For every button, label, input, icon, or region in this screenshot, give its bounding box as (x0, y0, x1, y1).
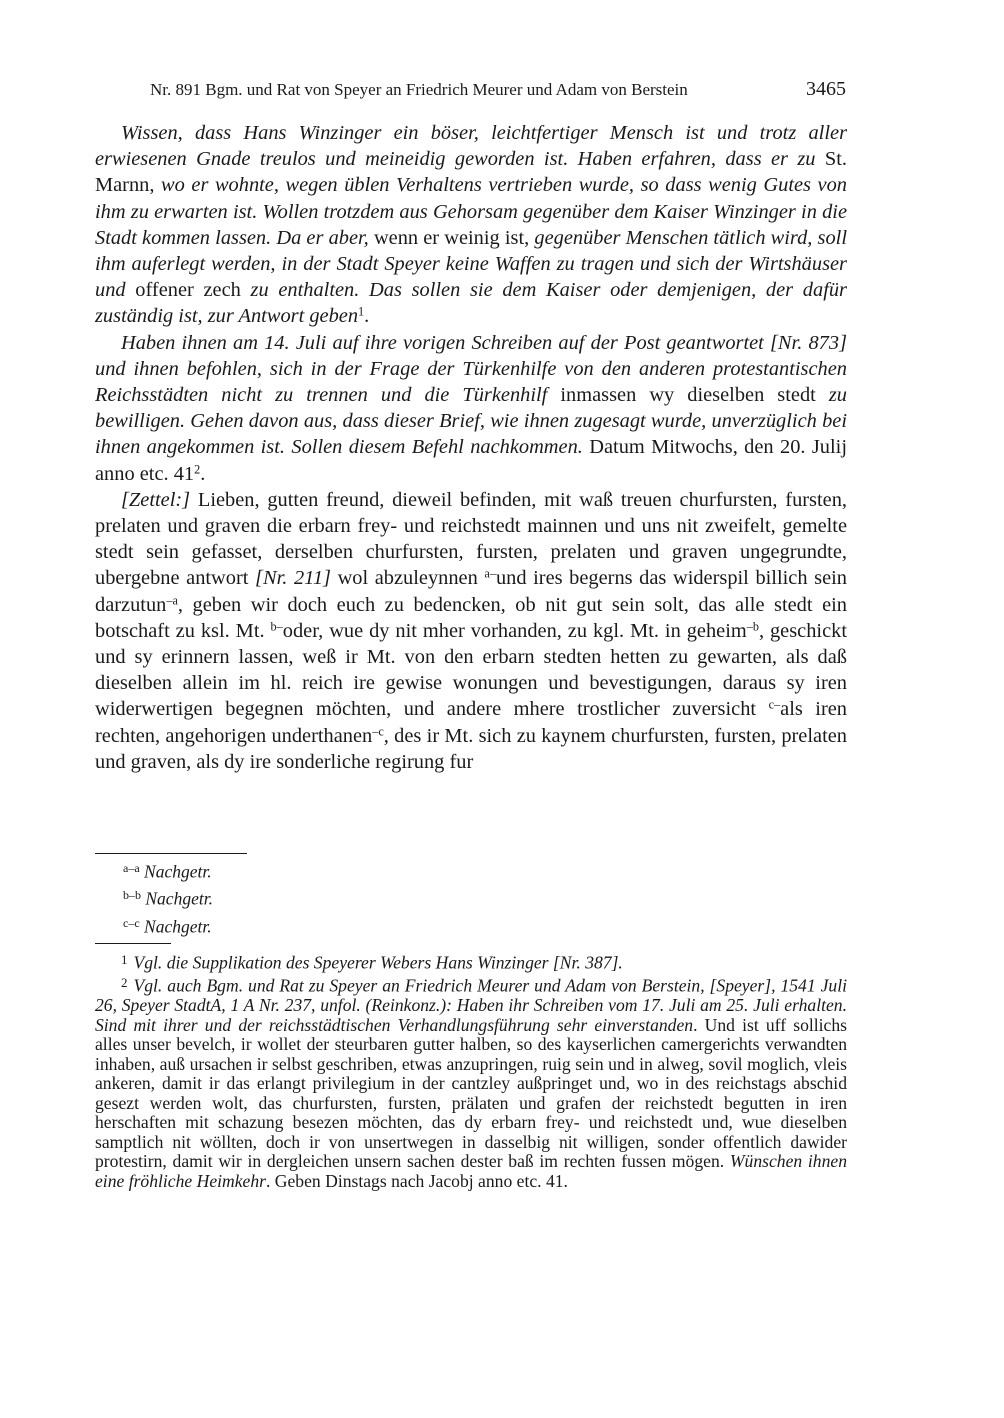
apparatus-note (95, 856, 847, 883)
footnote-ref-2[interactable]: 2 (194, 461, 201, 476)
paragraph-summary-1 (95, 120, 847, 330)
quoted-text: er weinig ist, (418, 226, 535, 249)
apparatus-mark-a-end[interactable]: –a (166, 592, 178, 607)
apparatus-note (95, 883, 847, 910)
source-text: Lieben, gutten freund, dieweil befinden, mit waß treuen churfursten, fursten, prelaten und graven die erbarn frey- und reichstedt mainnen und uns nit zweifelt, gemelte stedt sein gefasset, derselben churfursten, fursten, prelaten und graven ungegrundte, ubergebne antwort (95, 488, 847, 590)
apparatus-mark-c-start[interactable]: c– (768, 697, 781, 712)
apparatus-mark-b-start[interactable]: b– (270, 619, 283, 634)
footnotes (95, 950, 847, 1191)
summary-text: Haben ihnen am 14. Juli auf ihre vorigen Schreiben auf der Post geantwortet [Nr. 873] und ihnen befohlen, sich in der Frage der Türkenhilfe von den anderen protestantischen Reichsstädten nicht zu trennen und die Türkenhilf (95, 331, 847, 407)
apparatus-mark-b-end[interactable]: –b (746, 619, 759, 634)
footnote-summary: Wünschen ihnen eine fröhliche Heimkehr (95, 1151, 848, 1191)
summary-text: zu bewilligen. Gehen davon aus, dass dieser Brief, wie ihnen zugesagt wurde, unverzüglich bei ihnen angekommen ist. Sollen diesem Befehl nachkommen. (95, 384, 847, 459)
page-number: 3465 (806, 78, 846, 100)
summary-text: gegenüber Menschen tätlich wird, soll ihm auferlegt werden, in der Stadt Speyer keine Waffen zu tragen und sich der Wirtshäuser und (95, 226, 848, 302)
footnote-2 (95, 973, 847, 1191)
punctuation: . (364, 305, 370, 328)
footnote-number: 1 (121, 952, 128, 967)
apparatus-note-text: Nachgetr. (144, 916, 212, 937)
running-header (150, 80, 850, 100)
paragraph-summary-2 (95, 330, 847, 487)
apparatus-mark-a-start[interactable]: a– (484, 566, 496, 581)
paragraph-zettel (95, 487, 847, 775)
apparatus-note (95, 911, 847, 938)
quoted-text: offener zech (135, 279, 251, 302)
source-text: und ires begerns das widerspil billich sein darzutun (95, 567, 847, 616)
source-text: wol abzuleynnen (330, 567, 485, 590)
footnote-ref-1[interactable]: 1 (358, 304, 365, 319)
apparatus-note-mark: c–c (123, 915, 140, 930)
footnote-text: Vgl. die Supplikation des Speyerer Webers Hans Winzinger [Nr. 387]. (133, 952, 623, 973)
quoted-text: wenn (373, 226, 419, 249)
dating-text: Datum Mitwochs, den 20. Julij anno etc. 41 (95, 436, 847, 485)
apparatus-note-mark: b–b (123, 888, 141, 903)
cross-reference: [Nr. 211] (255, 567, 331, 590)
footnote-number: 2 (121, 975, 128, 991)
summary-text: zu enthalten. Das sollen sie dem Kaiser oder demjenigen, der dafür zuständig ist, zur Antwort geben (95, 279, 847, 328)
source-text: als iren rechten, angehorigen underthanen (95, 698, 847, 747)
footnote-quote: . Geben Dinstags nach Jacobj anno etc. 41. (266, 1170, 568, 1191)
quoted-text: St. Marnn, (95, 148, 847, 197)
apparatus-note-text: Nachgetr. (145, 888, 213, 909)
source-text: , des ir Mt. sich zu kaynem churfursten, fursten, prelaten und graven, als dy ire sonderliche regirung fur (95, 724, 847, 773)
source-text: , geschickt und sy erinnern lassen, weß ir Mt. von den erbarn stedten hetten zu gewarten, als daß dieselben allein im hl. reich ire gewise wonungen und bevestigungen, daraus sy iren widerwertigen begegnen möchten, und andere mhere trostlicher zuversicht (95, 619, 847, 721)
summary-text: wo er wohnte, wegen üblen Verhaltens vertrieben wurde, so dass wenig Gutes von ihm zu erwarten ist. Wollen trotzdem aus Gehorsam gegenüber dem Kaiser Winzinger in die Stadt kommen lassen. Da er aber, (95, 174, 847, 249)
punctuation: . (200, 462, 206, 485)
apparatus-note-mark: a–a (123, 861, 140, 875)
source-text: , geben wir doch euch zu bedencken, ob nit gut sein solt, das alle stedt ein botschaft zu ksl. Mt. (95, 593, 847, 642)
footnote-quote: . Und ist uff sollichs alles unser bevelch, ir wollet der steurbaren gutter halben, so des kayserlichen camergerichts verwandten inhaben, auß ursachen ir selbst geschriben, etwas anzupringen, ruig sein und in alweg, sovil moglich, vleis ankeren, damit ir das erlangt privilegium in der cantzley außpringet und, wo in des reichstags abschid gesezt werden wolt, das churfursten, fursten, prälaten und grafen der reichstedt begutten in iren herschaften mit schazung besezen möchten, das dy erbarn frey- und reichstedt und, wue dieselben samptlich nit wöllten, doch ir von unsertwegen in dasselbig nit willigen, sonder offentlich dawider protestirn, damit wir in dergleichen unsern sachen dester baß im rechten fussen mögen. (95, 1014, 847, 1172)
text-apparatus (95, 856, 847, 938)
apparatus-divider (95, 853, 247, 854)
apparatus-note-text: Nachgetr. (144, 861, 212, 882)
header-title: Nr. 891 Bgm. und Rat von Speyer an Friedrich Meurer und Adam von Berstein (150, 80, 688, 99)
zettel-label: [Zettel:] (121, 488, 191, 511)
apparatus-mark-c-end[interactable]: –c (372, 723, 384, 738)
footnote-divider (95, 943, 171, 944)
footnote-summary: Vgl. auch Bgm. und Rat zu Speyer an Friedrich Meurer und Adam von Berstein, [Speyer], 1541 Juli 26, Speyer StadtA, 1 A Nr. 237, unfol. (Reinkonz.): Haben ihr Schreiben vom 17. Juli am 25. Juli erhalten. Sind mit ihrer und der reichsstädtischen Verhandlungsführung sehr einverstanden (95, 975, 847, 1035)
footnote-1 (95, 950, 847, 973)
main-text (95, 120, 847, 775)
quoted-text: inmassen wy dieselben stedt (560, 384, 829, 407)
summary-text: Wissen, dass Hans Winzinger ein böser, leichtfertiger Mensch ist und trotz aller erwiesenen Gnade treulos und meineidig geworden ist. Haben erfahren, dass er zu (95, 122, 847, 171)
source-text: oder, wue dy nit mher vorhanden, zu kgl. Mt. in geheim (282, 619, 747, 642)
